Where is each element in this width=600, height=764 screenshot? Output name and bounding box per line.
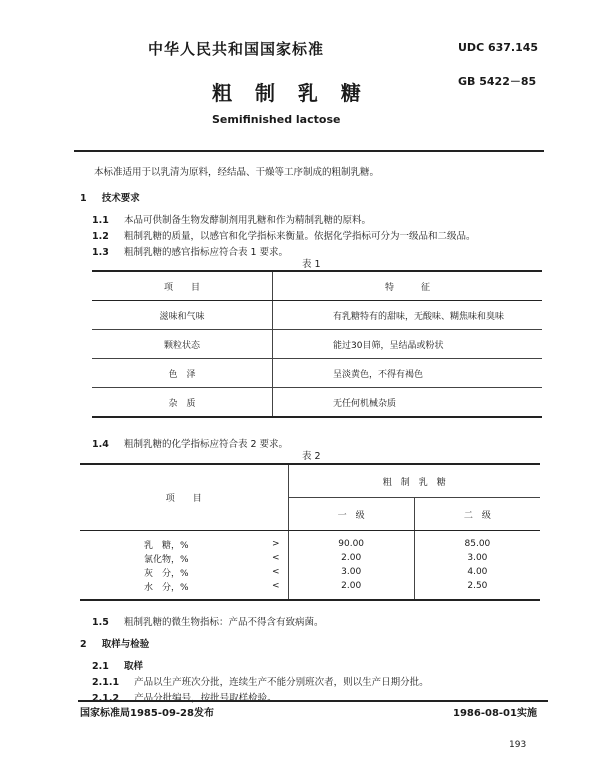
table-cell: 能过30目筛，呈结晶或粉状 <box>273 330 543 359</box>
document-title: 粗 制 乳 糖 <box>212 81 369 105</box>
table-cell: < <box>193 565 288 579</box>
sensory-table <box>92 270 542 418</box>
item-text: 粗制乳糖的微生物指标：产品不得含有致病菌。 <box>123 617 324 628</box>
issue-date: 国家标准局1985-09-28发布 <box>80 708 214 719</box>
table-cell: 滋味和气味 <box>92 301 273 330</box>
table-cell: 色 泽 <box>92 359 273 388</box>
top-rule <box>74 150 544 152</box>
table-cell: > <box>193 531 288 552</box>
footer-rule <box>78 700 548 702</box>
table-cell: 水 分，% <box>80 579 193 600</box>
effective-date: 1986-08-01实施 <box>453 708 537 719</box>
table-row <box>80 531 540 552</box>
section-title: 技术要求 <box>101 193 140 204</box>
item-text: 粗制乳糖的质量，以感官和化学指标来衡量。依据化学指标可分为一级品和二级品。 <box>123 231 476 242</box>
item-number: 1.3 <box>92 247 109 258</box>
column-group-header: 粗 制 乳 糖 <box>288 464 540 498</box>
item-number: 2.1.2 <box>92 693 120 704</box>
subsection-title: 取样 <box>123 661 143 672</box>
table-row <box>92 359 542 388</box>
table-cell: 4.00 <box>467 567 488 577</box>
table2-caption: 表 2 <box>302 451 321 462</box>
page-number: 193 <box>509 740 527 750</box>
item-number: 2.1.1 <box>92 677 120 688</box>
column-header-grade2: 二 级 <box>414 498 540 531</box>
item-number: 1.2 <box>92 231 109 242</box>
subsection-number: 2.1 <box>92 661 109 672</box>
table-cell: 90.00 <box>288 531 414 552</box>
table-cell: 3.00 <box>467 553 488 563</box>
column-header-item: 项 目 <box>92 271 273 301</box>
section-number: 2 <box>80 639 87 650</box>
item-text: 本品可供制备生物发酵制剂用乳糖和作为精制乳糖的原料。 <box>123 215 371 226</box>
table-cell: 氯化物，% <box>144 554 189 565</box>
table1-caption: 表 1 <box>302 259 321 270</box>
section1-heading <box>80 186 140 205</box>
table-row <box>92 330 542 359</box>
table-cell: 有乳糖特有的甜味，无酸味、糊焦味和臭味 <box>273 301 543 330</box>
table-header-row <box>92 271 542 301</box>
table-cell: 呈淡黄色，不得有褐色 <box>273 359 543 388</box>
table-row <box>92 388 542 418</box>
item-text: 产品以生产班次分批，连续生产不能分别班次者，则以生产日期分批。 <box>134 677 429 688</box>
list-item <box>92 686 277 705</box>
table-row <box>80 565 540 579</box>
document-subtitle: Semifinished lactose <box>212 113 341 126</box>
table-cell: 乳 糖，% <box>144 540 189 551</box>
table-cell: 灰 分，% <box>144 568 189 579</box>
item-number: 1.1 <box>92 215 109 226</box>
column-header-item: 项 目 <box>80 464 288 531</box>
item-number: 1.5 <box>92 617 109 628</box>
table-row <box>80 551 540 565</box>
column-header-feature: 特 征 <box>273 271 543 301</box>
udc-code: UDC 637.145 <box>458 41 539 54</box>
standard-header-title: 中华人民共和国国家标准 <box>148 40 325 58</box>
chemical-table <box>80 463 540 601</box>
list-item <box>92 240 288 259</box>
table-cell: 2.00 <box>288 551 414 565</box>
table-cell: 2.50 <box>414 579 540 600</box>
intro-paragraph: 本标准适用于以乳清为原料，经结晶、干燥等工序制成的粗制乳糖。 <box>94 167 380 178</box>
item-number: 1.4 <box>92 439 109 450</box>
list-item <box>92 432 288 451</box>
table-cell: 杂 质 <box>92 388 273 418</box>
item-text: 产品分批编号，按批号取样检验。 <box>134 693 277 704</box>
list-item <box>92 610 323 629</box>
table-cell: < <box>193 579 288 600</box>
table-cell: 85.00 <box>464 539 491 549</box>
table-cell: 3.00 <box>288 565 414 579</box>
item-text: 粗制乳糖的化学指标应符合表 2 要求。 <box>123 439 289 450</box>
table-cell: < <box>193 551 288 565</box>
section-number: 1 <box>80 193 87 204</box>
table-cell: 无任何机械杂质 <box>273 388 543 418</box>
column-header-grade1: 一 级 <box>288 498 414 531</box>
section-title: 取样与检验 <box>101 639 150 650</box>
table-cell: 颗粒状态 <box>92 330 273 359</box>
gb-number: GB 5422－85 <box>458 75 537 88</box>
table-row <box>80 579 540 600</box>
table-header-row <box>80 464 540 498</box>
item-text: 粗制乳糖的感官指标应符合表 1 要求。 <box>123 247 289 258</box>
table-row <box>92 301 542 330</box>
section2-heading <box>80 632 149 651</box>
table-cell: 2.00 <box>288 579 414 600</box>
